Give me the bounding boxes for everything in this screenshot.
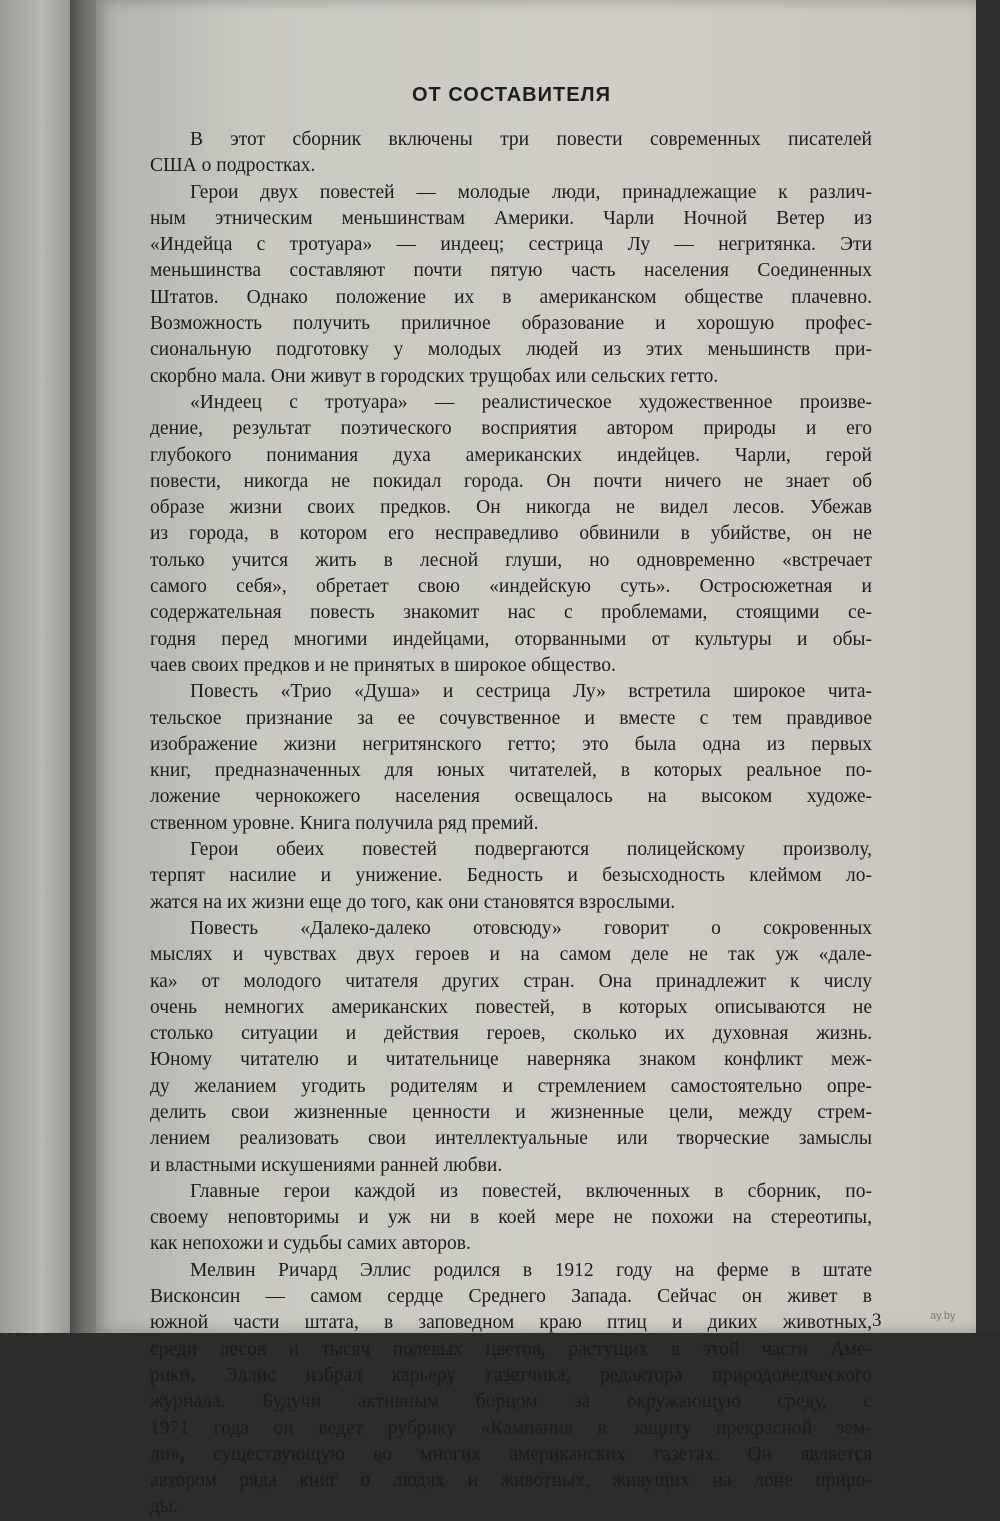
- text-line: ственном уровне. Книга получила ряд премий.: [150, 812, 539, 834]
- text-line: Герои двух повестей — молодые люди, принадлежащие к различ-: [190, 181, 872, 203]
- text-line: Мелвин Ричард Эллис родился в 1912 году на ферме в штате: [190, 1259, 872, 1281]
- text-line: повести, никогда не покидал города. Он почти ничего не знает об: [150, 470, 872, 492]
- page-number: 3: [872, 1310, 882, 1331]
- text-line: тельское признание за ее сочувственное и вместе с тем правдивое: [150, 707, 872, 729]
- text-line: образе жизни своих предков. Он никогда не видел лесов. Убежав: [150, 497, 872, 519]
- text-line: ложение чернокожего населения освещалось на высоком художе-: [150, 786, 872, 808]
- text-line: очень немногих американских повестей, в которых описываются не: [150, 996, 872, 1018]
- text-line: жатся на их жизни еще до того, как они становятся взрослыми.: [150, 891, 676, 913]
- text-line: США о подростках.: [150, 155, 316, 177]
- text-line: «Индеец с тротуара» — реалистическое художественное произве-: [190, 391, 872, 413]
- text-line: и властными искушениями ранней любви.: [150, 1154, 503, 1176]
- text-line: самого себя», обретает свою «индейскую суть». Остросюжетная и: [150, 576, 872, 598]
- text-line: терпят насилие и унижение. Бедность и безысходность клеймом ло-: [150, 865, 872, 887]
- text-line: Юному читателю и читательнице наверняка знаком конфликт меж-: [150, 1049, 872, 1071]
- text-line: только учится жить в лесной глуши, но одновременно «встречает: [150, 549, 872, 571]
- text-line: скорбно мала. Они живут в городских трущобах или сельских гетто.: [150, 365, 719, 387]
- text-line: меньшинства составляют почти пятую часть населения Соединенных: [150, 260, 872, 282]
- text-line: ным этническим меньшинствам Америки. Чарли Ночной Ветер из: [150, 207, 872, 229]
- text-line: делить свои жизненные ценности и жизненные цели, между стрем-: [150, 1101, 872, 1123]
- text-line: Возможность получить приличное образование и хорошую профес-: [150, 313, 872, 335]
- text-line: журнала. Будучи активным борцом за окружающую среду, с: [150, 1391, 872, 1413]
- text-line: «Индейца с тротуара» — индеец; сестрица Лу — негритянка. Эти: [150, 234, 872, 256]
- text-line: южной части штата, в заповедном краю птиц и диких животных,: [150, 1312, 872, 1334]
- text-line: автором ряда книг о людях и животных, живущих на лоне приро-: [150, 1470, 872, 1492]
- text-line: ка» от молодого читателя других стран. Она принадлежит к числу: [150, 970, 872, 992]
- facing-page-edge: [0, 0, 78, 1333]
- text-line: как непохожи и судьбы самих авторов.: [150, 1233, 471, 1255]
- text-line: ли», существующую во многих американских газетах. Он является: [150, 1443, 872, 1465]
- text-line: ды.: [150, 1496, 178, 1518]
- text-line: Штатов. Однако положение их в американском обществе плачевно.: [150, 286, 872, 308]
- text-line: из города, в котором его несправедливо обвинили в убийстве, он не: [150, 523, 872, 545]
- text-line: книг, предназначенных для юных читателей, в которых реальное по-: [150, 760, 872, 782]
- text-line: своему неповторимы и уж ни в коей мере не похожи на стереотипы,: [150, 1207, 872, 1229]
- background-edge: [976, 0, 1000, 1333]
- text-line: В этот сборник включены три повести современных писателей: [190, 129, 872, 150]
- text-line: Висконсин — самом сердце Среднего Запада. Сейчас он живет в: [150, 1286, 872, 1308]
- text-line: 1971 года он ведет рубрику «Кампания в защиту прекрасной зем-: [150, 1417, 872, 1439]
- text-line: годня перед многими индейцами, оторванными от культуры и обы-: [150, 628, 872, 650]
- text-line: рики. Эллис избрал карьеру газетчика, редактора природоведческого: [150, 1364, 872, 1386]
- text-line: чаев своих предков и не принятых в широкое общество.: [150, 654, 616, 676]
- text-line: Главные герои каждой из повестей, включенных в сборник, по-: [190, 1180, 872, 1202]
- text-line: лением реализовать свои интеллектуальные или творческие замыслы: [150, 1128, 872, 1150]
- text-line: столько ситуации и действия героев, сколько их духовная жизнь.: [150, 1023, 872, 1045]
- text-line: дение, результат поэтического восприятия автором природы и его: [150, 418, 872, 440]
- text-line: глубокого понимания духа американских индейцев. Чарли, герой: [150, 444, 872, 466]
- text-line: изображение жизни негритянского гетто; это была одна из первых: [150, 733, 872, 755]
- text-line: сиональную подготовку у молодых людей из этих меньшинств при-: [150, 339, 872, 361]
- text-line: ду желанием угодить родителям и стремлением самостоятельно опре-: [150, 1075, 872, 1097]
- text-line: Герои обеих повестей подвергаются полицейскому произволу,: [190, 839, 872, 861]
- text-line: Повесть «Трио «Душа» и сестрица Лу» встретила широкое чита-: [190, 681, 872, 703]
- text-line: содержательная повесть знакомит нас с проблемами, стоящими се-: [150, 602, 872, 624]
- watermark: ay.by: [930, 1310, 956, 1322]
- body-text: [150, 127, 872, 1521]
- page-heading: ОТ СОСТАВИТЕЛЯ: [412, 84, 611, 106]
- text-line: мыслях и чувствах двух героев и на самом деле не так уж «дале-: [150, 944, 872, 966]
- text-line: Повесть «Далеко-далеко отовсюду» говорит о сокровенных: [190, 917, 872, 939]
- text-line: среди лесов и тысяч полевых цветов, растущих в этой части Аме-: [150, 1338, 872, 1360]
